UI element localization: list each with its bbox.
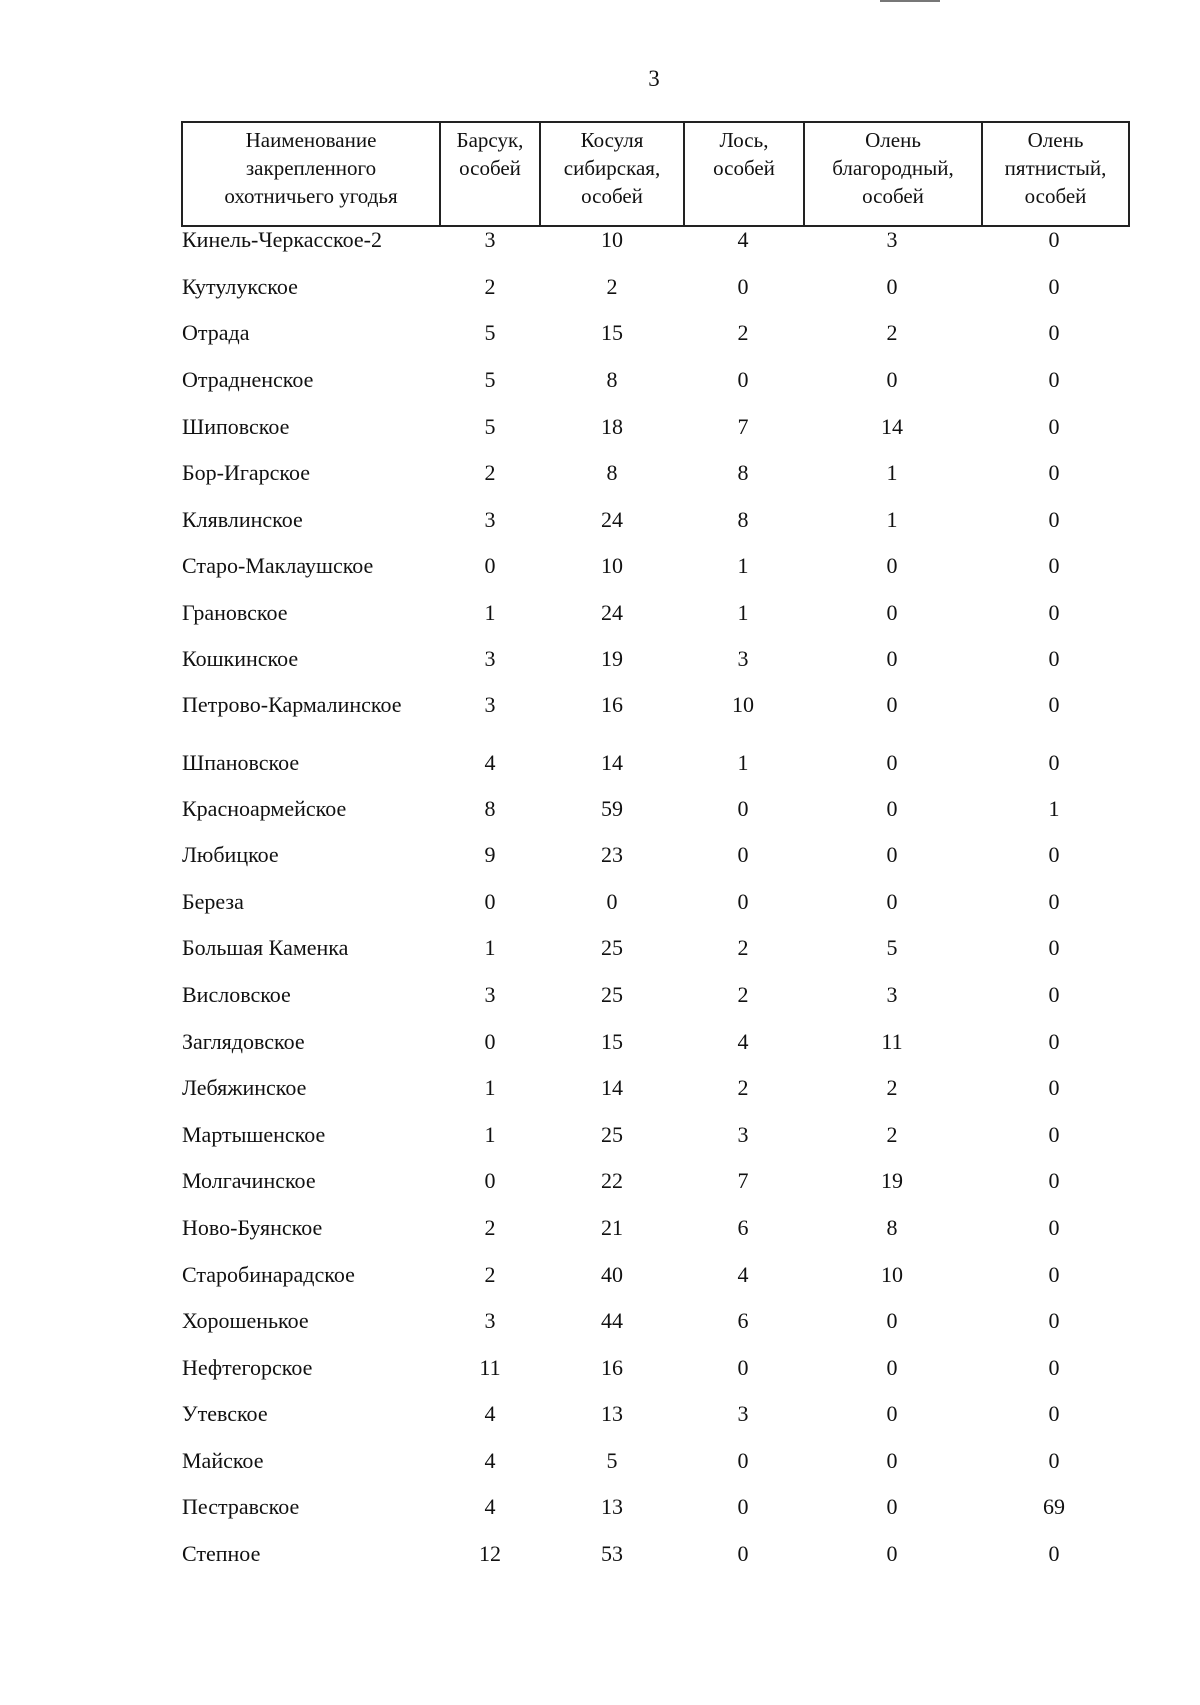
table-row	[0, 889, 1200, 919]
cell-hunting-ground: Отрада	[182, 320, 250, 345]
cell-roe-deer: 5	[606, 1448, 618, 1473]
table-row	[0, 935, 1200, 965]
cell-hunting-ground: Старобинарадское	[182, 1262, 355, 1287]
cell-sika-deer: 0	[1048, 1029, 1060, 1054]
cell-elk: 6	[737, 1215, 749, 1240]
table-row	[0, 1308, 1200, 1338]
table-row	[0, 367, 1200, 397]
cell-hunting-ground: Шиповское	[182, 414, 290, 439]
cell-badger: 0	[484, 1168, 496, 1193]
table-row	[0, 320, 1200, 350]
table-row	[0, 796, 1200, 826]
cell-sika-deer: 0	[1048, 1215, 1060, 1240]
cell-elk: 1	[737, 750, 749, 775]
table-row	[0, 1448, 1200, 1478]
cell-hunting-ground: Грановское	[182, 600, 288, 625]
table-row	[0, 1541, 1200, 1571]
cell-red-deer: 5	[886, 935, 898, 960]
cell-elk: 0	[737, 796, 749, 821]
cell-hunting-ground: Красноармейское	[182, 796, 347, 821]
cell-elk: 7	[737, 414, 749, 439]
table-row	[0, 692, 1200, 722]
cell-roe-deer: 24	[601, 507, 623, 532]
cell-sika-deer: 0	[1048, 600, 1060, 625]
header-red-deer: Олень благородный, особей	[804, 122, 982, 226]
cell-roe-deer: 2	[606, 274, 618, 299]
cell-red-deer: 1	[886, 460, 898, 485]
cell-red-deer: 2	[886, 320, 898, 345]
cell-hunting-ground: Кошкинское	[182, 646, 299, 671]
cell-badger: 2	[484, 274, 496, 299]
cell-badger: 2	[484, 1215, 496, 1240]
table-row	[0, 227, 1200, 257]
cell-sika-deer: 0	[1048, 507, 1060, 532]
cell-red-deer: 11	[881, 1029, 903, 1054]
cell-roe-deer: 19	[601, 646, 623, 671]
cell-elk: 0	[737, 274, 749, 299]
cell-elk: 3	[737, 1122, 749, 1147]
header-hunting-ground: Наименование закрепленного охотничьего угодья	[182, 122, 440, 226]
cell-hunting-ground: Хорошенькое	[182, 1308, 309, 1333]
cell-red-deer: 10	[881, 1262, 903, 1287]
cell-hunting-ground: Утевское	[182, 1401, 268, 1426]
table-row	[0, 842, 1200, 872]
cell-roe-deer: 22	[601, 1168, 623, 1193]
cell-roe-deer: 25	[601, 982, 623, 1007]
cell-badger: 0	[484, 1029, 496, 1054]
cell-sika-deer: 0	[1048, 889, 1060, 914]
cell-hunting-ground: Старо-Маклаушское	[182, 553, 374, 578]
cell-badger: 4	[484, 1401, 496, 1426]
cell-badger: 5	[484, 414, 496, 439]
cell-sika-deer: 0	[1048, 1168, 1060, 1193]
cell-elk: 2	[737, 935, 749, 960]
cell-red-deer: 0	[886, 1355, 898, 1380]
table-row	[0, 1122, 1200, 1152]
cell-roe-deer: 53	[601, 1541, 623, 1566]
cell-elk: 4	[737, 227, 749, 252]
table-row	[0, 1494, 1200, 1524]
cell-red-deer: 0	[886, 750, 898, 775]
header-badger: Барсук, особей	[440, 122, 540, 226]
table-row	[0, 750, 1200, 780]
cell-red-deer: 0	[886, 1541, 898, 1566]
header-elk: Лось, особей	[684, 122, 804, 226]
cell-sika-deer: 0	[1048, 1355, 1060, 1380]
cell-hunting-ground: Петрово-Кармалинское	[182, 692, 402, 717]
cell-elk: 0	[737, 1355, 749, 1380]
cell-red-deer: 0	[886, 553, 898, 578]
cell-hunting-ground: Майское	[182, 1448, 264, 1473]
cell-roe-deer: 40	[601, 1262, 623, 1287]
cell-red-deer: 19	[881, 1168, 903, 1193]
table-row	[0, 1355, 1200, 1385]
cell-elk: 0	[737, 889, 749, 914]
cell-elk: 10	[732, 692, 754, 717]
cell-hunting-ground: Степное	[182, 1541, 261, 1566]
cell-red-deer: 0	[886, 842, 898, 867]
table-row	[0, 600, 1200, 630]
cell-badger: 5	[484, 367, 496, 392]
cell-roe-deer: 24	[601, 600, 623, 625]
cell-red-deer: 0	[886, 274, 898, 299]
table-row	[0, 1075, 1200, 1105]
cell-elk: 1	[737, 600, 749, 625]
cell-sika-deer: 0	[1048, 1448, 1060, 1473]
cell-red-deer: 0	[886, 1448, 898, 1473]
cell-badger: 3	[484, 692, 496, 717]
cell-sika-deer: 0	[1048, 1541, 1060, 1566]
table-row	[0, 1401, 1200, 1431]
cell-sika-deer: 0	[1048, 1308, 1060, 1333]
cell-elk: 3	[737, 1401, 749, 1426]
table-row	[0, 1262, 1200, 1292]
cell-sika-deer: 0	[1048, 274, 1060, 299]
cell-hunting-ground: Ново-Буянское	[182, 1215, 323, 1240]
cell-badger: 0	[484, 553, 496, 578]
cell-badger: 11	[479, 1355, 501, 1380]
table-row	[0, 646, 1200, 676]
table-row	[0, 1029, 1200, 1059]
cell-sika-deer: 0	[1048, 1075, 1060, 1100]
cell-roe-deer: 16	[601, 692, 623, 717]
cell-sika-deer: 0	[1048, 414, 1060, 439]
cell-roe-deer: 10	[601, 553, 623, 578]
cell-red-deer: 14	[881, 414, 903, 439]
cell-red-deer: 0	[886, 1494, 898, 1519]
cell-elk: 0	[737, 1494, 749, 1519]
cell-roe-deer: 15	[601, 320, 623, 345]
cell-sika-deer: 0	[1048, 646, 1060, 671]
cell-roe-deer: 0	[606, 889, 618, 914]
cell-sika-deer: 0	[1048, 227, 1060, 252]
cell-red-deer: 0	[886, 367, 898, 392]
cell-roe-deer: 44	[601, 1308, 623, 1333]
cell-elk: 6	[737, 1308, 749, 1333]
cell-elk: 1	[737, 553, 749, 578]
cell-red-deer: 3	[886, 982, 898, 1007]
cell-sika-deer: 69	[1043, 1494, 1065, 1519]
cell-elk: 2	[737, 982, 749, 1007]
cell-sika-deer: 0	[1048, 1262, 1060, 1287]
cell-badger: 1	[484, 1122, 496, 1147]
cell-red-deer: 8	[886, 1215, 898, 1240]
cell-badger: 1	[484, 935, 496, 960]
cell-sika-deer: 0	[1048, 750, 1060, 775]
cell-hunting-ground: Нефтегорское	[182, 1355, 313, 1380]
table-row	[0, 507, 1200, 537]
page-number: 3	[648, 66, 660, 91]
cell-roe-deer: 13	[601, 1401, 623, 1426]
table-row	[0, 1168, 1200, 1198]
cell-hunting-ground: Кинель-Черкасское-2	[182, 227, 382, 252]
cell-badger: 5	[484, 320, 496, 345]
cell-sika-deer: 0	[1048, 460, 1060, 485]
cell-elk: 2	[737, 1075, 749, 1100]
cell-hunting-ground: Большая Каменка	[182, 935, 349, 960]
cell-hunting-ground: Клявлинское	[182, 507, 303, 532]
cell-hunting-ground: Любицкое	[182, 842, 279, 867]
table-row	[0, 274, 1200, 304]
cell-red-deer: 3	[886, 227, 898, 252]
cell-roe-deer: 15	[601, 1029, 623, 1054]
cell-sika-deer: 0	[1048, 935, 1060, 960]
cell-elk: 4	[737, 1262, 749, 1287]
cell-sika-deer: 0	[1048, 553, 1060, 578]
cell-roe-deer: 14	[601, 750, 623, 775]
cell-sika-deer: 0	[1048, 1401, 1060, 1426]
cell-red-deer: 0	[886, 1401, 898, 1426]
cell-roe-deer: 8	[606, 460, 618, 485]
cell-red-deer: 0	[886, 889, 898, 914]
cell-badger: 3	[484, 227, 496, 252]
table-row	[0, 1215, 1200, 1245]
cell-roe-deer: 23	[601, 842, 623, 867]
cell-sika-deer: 0	[1048, 842, 1060, 867]
cell-elk: 0	[737, 1448, 749, 1473]
table-row	[0, 553, 1200, 583]
cell-roe-deer: 8	[606, 367, 618, 392]
cell-sika-deer: 0	[1048, 367, 1060, 392]
header-roe-deer: Косуля сибирская, особей	[540, 122, 684, 226]
cell-hunting-ground: Береза	[182, 889, 244, 914]
cell-red-deer: 2	[886, 1122, 898, 1147]
cell-badger: 4	[484, 1448, 496, 1473]
cell-badger: 3	[484, 1308, 496, 1333]
cell-sika-deer: 0	[1048, 692, 1060, 717]
cell-roe-deer: 14	[601, 1075, 623, 1100]
cell-elk: 8	[737, 507, 749, 532]
cell-hunting-ground: Отрадненское	[182, 367, 314, 392]
cell-elk: 2	[737, 320, 749, 345]
cell-hunting-ground: Кутулукское	[182, 274, 298, 299]
cell-sika-deer: 0	[1048, 1122, 1060, 1147]
cell-badger: 0	[484, 889, 496, 914]
cell-hunting-ground: Молгачинское	[182, 1168, 316, 1193]
cell-hunting-ground: Лебяжинское	[182, 1075, 307, 1100]
cell-red-deer: 0	[886, 646, 898, 671]
cell-hunting-ground: Шпановское	[182, 750, 300, 775]
cell-hunting-ground: Заглядовское	[182, 1029, 305, 1054]
cell-roe-deer: 59	[601, 796, 623, 821]
cell-badger: 4	[484, 750, 496, 775]
cell-badger: 2	[484, 460, 496, 485]
table-row	[0, 460, 1200, 490]
cell-red-deer: 0	[886, 1308, 898, 1333]
cell-badger: 2	[484, 1262, 496, 1287]
cell-red-deer: 0	[886, 796, 898, 821]
cell-red-deer: 1	[886, 507, 898, 532]
cell-roe-deer: 13	[601, 1494, 623, 1519]
cell-hunting-ground: Висловское	[182, 982, 291, 1007]
cell-hunting-ground: Бор-Игарское	[182, 460, 311, 485]
cell-badger: 1	[484, 1075, 496, 1100]
cell-badger: 3	[484, 646, 496, 671]
cell-sika-deer: 0	[1048, 320, 1060, 345]
cell-elk: 4	[737, 1029, 749, 1054]
cell-badger: 9	[484, 842, 496, 867]
cell-roe-deer: 21	[601, 1215, 623, 1240]
cell-roe-deer: 25	[601, 1122, 623, 1147]
header-sika-deer: Олень пятнистый, особей	[982, 122, 1129, 226]
cell-sika-deer: 1	[1048, 796, 1060, 821]
cell-badger: 12	[479, 1541, 501, 1566]
cell-elk: 3	[737, 646, 749, 671]
cell-badger: 3	[484, 507, 496, 532]
cell-sika-deer: 0	[1048, 982, 1060, 1007]
cell-badger: 3	[484, 982, 496, 1007]
cell-elk: 0	[737, 367, 749, 392]
cell-elk: 7	[737, 1168, 749, 1193]
cell-roe-deer: 25	[601, 935, 623, 960]
table-row	[0, 414, 1200, 444]
cell-badger: 1	[484, 600, 496, 625]
cell-red-deer: 2	[886, 1075, 898, 1100]
cell-hunting-ground: Пестравское	[182, 1494, 300, 1519]
cell-badger: 4	[484, 1494, 496, 1519]
cell-red-deer: 0	[886, 600, 898, 625]
cell-elk: 8	[737, 460, 749, 485]
cell-hunting-ground: Мартышенское	[182, 1122, 326, 1147]
table-row	[0, 982, 1200, 1012]
cell-roe-deer: 18	[601, 414, 623, 439]
cell-elk: 0	[737, 842, 749, 867]
cell-roe-deer: 10	[601, 227, 623, 252]
cell-red-deer: 0	[886, 692, 898, 717]
cell-badger: 8	[484, 796, 496, 821]
cell-elk: 0	[737, 1541, 749, 1566]
cell-roe-deer: 16	[601, 1355, 623, 1380]
